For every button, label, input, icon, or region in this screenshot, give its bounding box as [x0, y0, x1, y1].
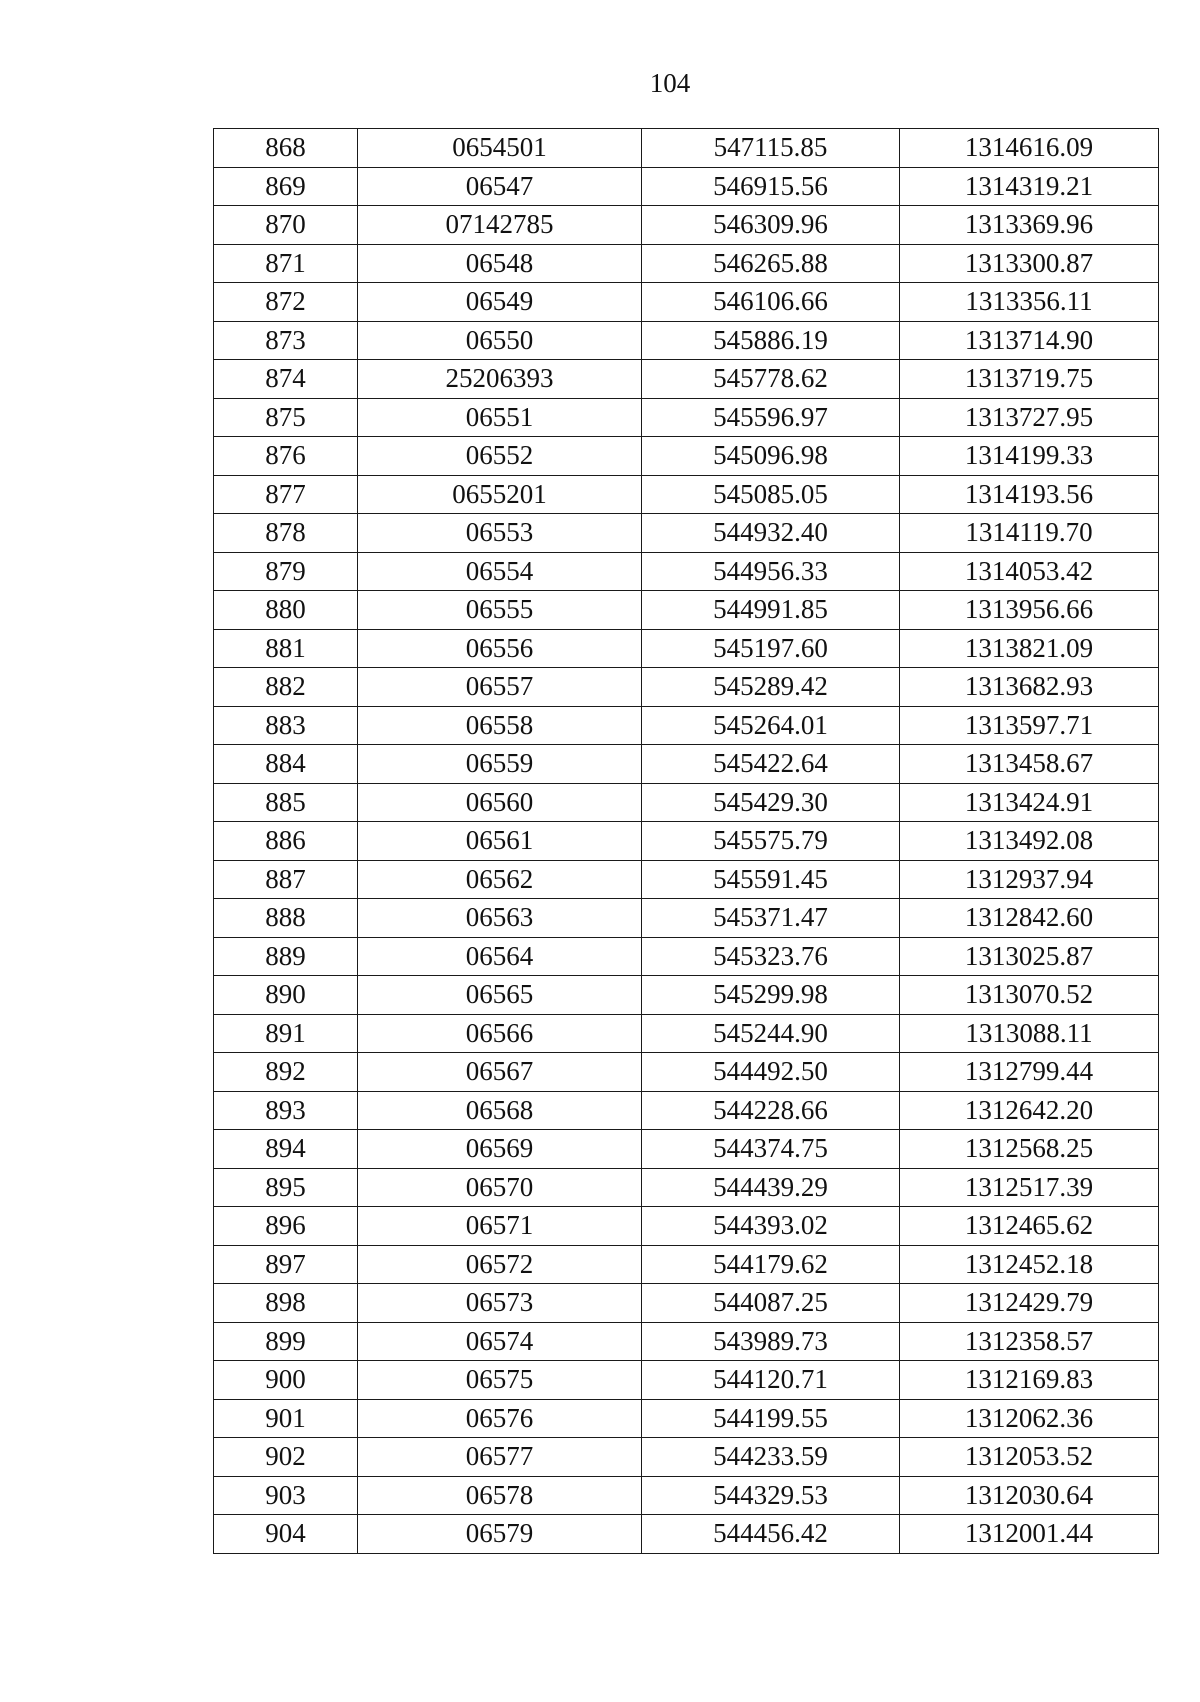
y-coordinate-cell: 1312517.39: [900, 1168, 1159, 1207]
row-number-cell: 886: [214, 822, 358, 861]
point-id-cell: 06565: [358, 976, 642, 1015]
point-id-cell: 07142785: [358, 206, 642, 245]
table-row: [214, 283, 1159, 322]
table-row: [214, 1476, 1159, 1515]
row-number-cell: 870: [214, 206, 358, 245]
point-id-cell: 06572: [358, 1245, 642, 1284]
y-coordinate-cell: 1312429.79: [900, 1284, 1159, 1323]
point-id-cell: 0655201: [358, 475, 642, 514]
row-number-cell: 898: [214, 1284, 358, 1323]
point-id-cell: 06558: [358, 706, 642, 745]
x-coordinate-cell: 545371.47: [642, 899, 900, 938]
point-id-cell: 06574: [358, 1322, 642, 1361]
table-row: [214, 1014, 1159, 1053]
table-row: [214, 1091, 1159, 1130]
x-coordinate-cell: 544932.40: [642, 514, 900, 553]
y-coordinate-cell: 1312937.94: [900, 860, 1159, 899]
y-coordinate-cell: 1312062.36: [900, 1399, 1159, 1438]
table-row: [214, 437, 1159, 476]
row-number-cell: 895: [214, 1168, 358, 1207]
row-number-cell: 883: [214, 706, 358, 745]
table-row: [214, 1245, 1159, 1284]
row-number-cell: 882: [214, 668, 358, 707]
y-coordinate-cell: 1312001.44: [900, 1515, 1159, 1554]
x-coordinate-cell: 544492.50: [642, 1053, 900, 1092]
row-number-cell: 874: [214, 360, 358, 399]
row-number-cell: 873: [214, 321, 358, 360]
row-number-cell: 872: [214, 283, 358, 322]
row-number-cell: 892: [214, 1053, 358, 1092]
y-coordinate-cell: 1312169.83: [900, 1361, 1159, 1400]
y-coordinate-cell: 1313458.67: [900, 745, 1159, 784]
x-coordinate-cell: 544329.53: [642, 1476, 900, 1515]
table-row: [214, 1284, 1159, 1323]
x-coordinate-cell: 545429.30: [642, 783, 900, 822]
y-coordinate-cell: 1313492.08: [900, 822, 1159, 861]
x-coordinate-cell: 544439.29: [642, 1168, 900, 1207]
y-coordinate-cell: 1312465.62: [900, 1207, 1159, 1246]
y-coordinate-cell: 1314199.33: [900, 437, 1159, 476]
point-id-cell: 06562: [358, 860, 642, 899]
y-coordinate-cell: 1314119.70: [900, 514, 1159, 553]
y-coordinate-cell: 1312452.18: [900, 1245, 1159, 1284]
point-id-cell: 06553: [358, 514, 642, 553]
x-coordinate-cell: 544456.42: [642, 1515, 900, 1554]
point-id-cell: 06563: [358, 899, 642, 938]
x-coordinate-cell: 545323.76: [642, 937, 900, 976]
row-number-cell: 881: [214, 629, 358, 668]
x-coordinate-cell: 544991.85: [642, 591, 900, 630]
row-number-cell: 897: [214, 1245, 358, 1284]
x-coordinate-cell: 544956.33: [642, 552, 900, 591]
x-coordinate-cell: 545244.90: [642, 1014, 900, 1053]
table-row: [214, 360, 1159, 399]
point-id-cell: 06579: [358, 1515, 642, 1554]
x-coordinate-cell: 545575.79: [642, 822, 900, 861]
y-coordinate-cell: 1312842.60: [900, 899, 1159, 938]
table-row: [214, 976, 1159, 1015]
point-id-cell: 06577: [358, 1438, 642, 1477]
x-coordinate-cell: 544179.62: [642, 1245, 900, 1284]
y-coordinate-cell: 1313356.11: [900, 283, 1159, 322]
x-coordinate-cell: 543989.73: [642, 1322, 900, 1361]
table-row: [214, 244, 1159, 283]
y-coordinate-cell: 1313821.09: [900, 629, 1159, 668]
point-id-cell: 06576: [358, 1399, 642, 1438]
x-coordinate-cell: 545778.62: [642, 360, 900, 399]
x-coordinate-cell: 544199.55: [642, 1399, 900, 1438]
point-id-cell: 06567: [358, 1053, 642, 1092]
y-coordinate-cell: 1314319.21: [900, 167, 1159, 206]
x-coordinate-cell: 544228.66: [642, 1091, 900, 1130]
table-row: [214, 475, 1159, 514]
y-coordinate-cell: 1312799.44: [900, 1053, 1159, 1092]
point-id-cell: 25206393: [358, 360, 642, 399]
x-coordinate-cell: 545422.64: [642, 745, 900, 784]
row-number-cell: 876: [214, 437, 358, 476]
x-coordinate-cell: 544233.59: [642, 1438, 900, 1477]
table-row: [214, 860, 1159, 899]
table-row: [214, 706, 1159, 745]
row-number-cell: 878: [214, 514, 358, 553]
x-coordinate-cell: 545197.60: [642, 629, 900, 668]
y-coordinate-cell: 1313424.91: [900, 783, 1159, 822]
row-number-cell: 900: [214, 1361, 358, 1400]
page-number: 104: [649, 68, 691, 98]
row-number-cell: 875: [214, 398, 358, 437]
table-row: [214, 167, 1159, 206]
table-row: [214, 668, 1159, 707]
point-id-cell: 06556: [358, 629, 642, 668]
x-coordinate-cell: 544374.75: [642, 1130, 900, 1169]
point-id-cell: 06551: [358, 398, 642, 437]
row-number-cell: 903: [214, 1476, 358, 1515]
point-id-cell: 06566: [358, 1014, 642, 1053]
x-coordinate-cell: 544393.02: [642, 1207, 900, 1246]
point-id-cell: 06557: [358, 668, 642, 707]
coordinates-table: [213, 128, 1159, 1554]
table-row: [214, 1361, 1159, 1400]
point-id-cell: 06554: [358, 552, 642, 591]
y-coordinate-cell: 1313300.87: [900, 244, 1159, 283]
row-number-cell: 877: [214, 475, 358, 514]
point-id-cell: 06560: [358, 783, 642, 822]
x-coordinate-cell: 544120.71: [642, 1361, 900, 1400]
table-row: [214, 1515, 1159, 1554]
y-coordinate-cell: 1312030.64: [900, 1476, 1159, 1515]
table-row: [214, 783, 1159, 822]
y-coordinate-cell: 1313719.75: [900, 360, 1159, 399]
y-coordinate-cell: 1313369.96: [900, 206, 1159, 245]
point-id-cell: 06548: [358, 244, 642, 283]
y-coordinate-cell: 1314616.09: [900, 129, 1159, 168]
table-row: [214, 1053, 1159, 1092]
x-coordinate-cell: 545299.98: [642, 976, 900, 1015]
x-coordinate-cell: 546265.88: [642, 244, 900, 283]
row-number-cell: 869: [214, 167, 358, 206]
point-id-cell: 06561: [358, 822, 642, 861]
point-id-cell: 06555: [358, 591, 642, 630]
table-row: [214, 1322, 1159, 1361]
row-number-cell: 893: [214, 1091, 358, 1130]
table-row: [214, 1207, 1159, 1246]
point-id-cell: 06549: [358, 283, 642, 322]
x-coordinate-cell: 546915.56: [642, 167, 900, 206]
row-number-cell: 879: [214, 552, 358, 591]
table-row: [214, 822, 1159, 861]
point-id-cell: 06573: [358, 1284, 642, 1323]
y-coordinate-cell: 1313597.71: [900, 706, 1159, 745]
y-coordinate-cell: 1313682.93: [900, 668, 1159, 707]
x-coordinate-cell: 545264.01: [642, 706, 900, 745]
x-coordinate-cell: 545591.45: [642, 860, 900, 899]
table-row: [214, 1168, 1159, 1207]
table-row: [214, 629, 1159, 668]
y-coordinate-cell: 1313956.66: [900, 591, 1159, 630]
table-body: [214, 129, 1159, 1554]
table-row: [214, 398, 1159, 437]
row-number-cell: 891: [214, 1014, 358, 1053]
point-id-cell: 06550: [358, 321, 642, 360]
table-row: [214, 129, 1159, 168]
row-number-cell: 884: [214, 745, 358, 784]
table-row: [214, 321, 1159, 360]
row-number-cell: 889: [214, 937, 358, 976]
point-id-cell: 06571: [358, 1207, 642, 1246]
point-id-cell: 06564: [358, 937, 642, 976]
row-number-cell: 868: [214, 129, 358, 168]
table-row: [214, 514, 1159, 553]
y-coordinate-cell: 1312568.25: [900, 1130, 1159, 1169]
table-row: [214, 1438, 1159, 1477]
table-row: [214, 1130, 1159, 1169]
row-number-cell: 885: [214, 783, 358, 822]
row-number-cell: 890: [214, 976, 358, 1015]
x-coordinate-cell: 545596.97: [642, 398, 900, 437]
y-coordinate-cell: 1313714.90: [900, 321, 1159, 360]
row-number-cell: 899: [214, 1322, 358, 1361]
y-coordinate-cell: 1313727.95: [900, 398, 1159, 437]
y-coordinate-cell: 1314053.42: [900, 552, 1159, 591]
row-number-cell: 894: [214, 1130, 358, 1169]
point-id-cell: 06552: [358, 437, 642, 476]
y-coordinate-cell: 1314193.56: [900, 475, 1159, 514]
row-number-cell: 896: [214, 1207, 358, 1246]
table-row: [214, 899, 1159, 938]
x-coordinate-cell: 544087.25: [642, 1284, 900, 1323]
y-coordinate-cell: 1313025.87: [900, 937, 1159, 976]
x-coordinate-cell: 546309.96: [642, 206, 900, 245]
table-row: [214, 937, 1159, 976]
x-coordinate-cell: 545085.05: [642, 475, 900, 514]
x-coordinate-cell: 545096.98: [642, 437, 900, 476]
row-number-cell: 871: [214, 244, 358, 283]
point-id-cell: 06559: [358, 745, 642, 784]
row-number-cell: 901: [214, 1399, 358, 1438]
row-number-cell: 880: [214, 591, 358, 630]
point-id-cell: 0654501: [358, 129, 642, 168]
row-number-cell: 887: [214, 860, 358, 899]
y-coordinate-cell: 1313088.11: [900, 1014, 1159, 1053]
table-row: [214, 1399, 1159, 1438]
row-number-cell: 904: [214, 1515, 358, 1554]
row-number-cell: 902: [214, 1438, 358, 1477]
y-coordinate-cell: 1312642.20: [900, 1091, 1159, 1130]
y-coordinate-cell: 1313070.52: [900, 976, 1159, 1015]
x-coordinate-cell: 546106.66: [642, 283, 900, 322]
table-row: [214, 591, 1159, 630]
point-id-cell: 06547: [358, 167, 642, 206]
table-row: [214, 552, 1159, 591]
point-id-cell: 06578: [358, 1476, 642, 1515]
point-id-cell: 06569: [358, 1130, 642, 1169]
y-coordinate-cell: 1312358.57: [900, 1322, 1159, 1361]
x-coordinate-cell: 545289.42: [642, 668, 900, 707]
x-coordinate-cell: 545886.19: [642, 321, 900, 360]
y-coordinate-cell: 1312053.52: [900, 1438, 1159, 1477]
point-id-cell: 06570: [358, 1168, 642, 1207]
table-row: [214, 745, 1159, 784]
point-id-cell: 06575: [358, 1361, 642, 1400]
row-number-cell: 888: [214, 899, 358, 938]
table-row: [214, 206, 1159, 245]
x-coordinate-cell: 547115.85: [642, 129, 900, 168]
point-id-cell: 06568: [358, 1091, 642, 1130]
